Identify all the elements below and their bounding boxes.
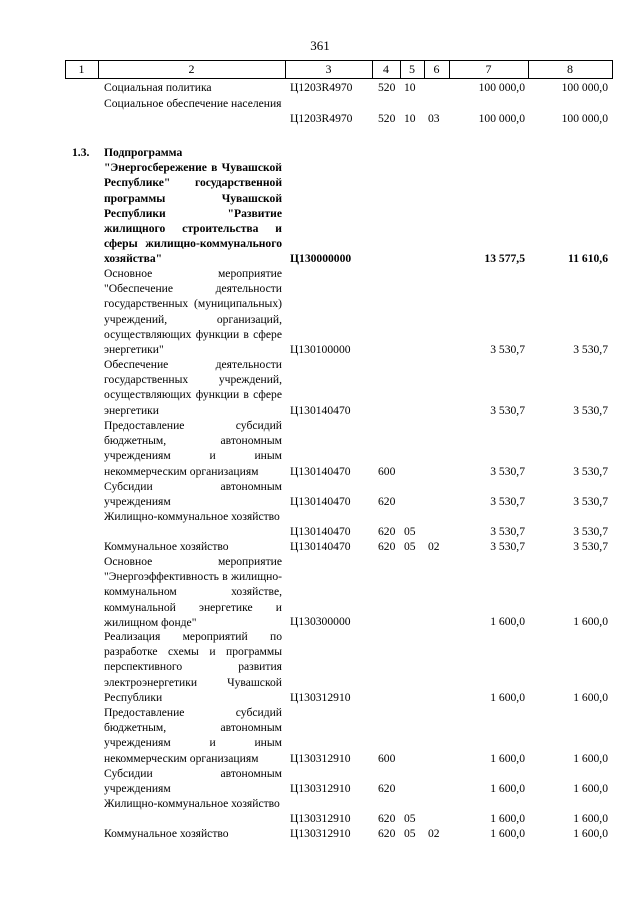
row-value-2: 1 600,0 [573, 752, 608, 765]
row-rz: 10 [404, 112, 416, 125]
row-value-2: 1 600,0 [573, 812, 608, 825]
row-name: Жилищно-коммунальное хозяйство [104, 797, 280, 810]
row-value-2: 3 530,7 [573, 404, 608, 417]
row-vr: 620 [378, 525, 396, 538]
row-value-2: 3 530,7 [573, 540, 608, 553]
row-value-2: 11 610,6 [568, 252, 608, 265]
row-code: Ц130140470 [290, 404, 351, 417]
row-vr: 620 [378, 540, 396, 553]
row-value-1: 3 530,7 [490, 495, 525, 508]
row-pr: 02 [428, 827, 440, 840]
row-value-1: 1 600,0 [490, 691, 525, 704]
row-vr: 620 [378, 782, 396, 795]
row-vr: 600 [378, 465, 396, 478]
row-code: Ц130100000 [290, 343, 351, 356]
row-name: Предоставление субсидий бюджетным, автономным учреждениям и иным некоммерческим организациям [104, 419, 282, 478]
row-value-2: 1 600,0 [573, 691, 608, 704]
row-value-2: 3 530,7 [573, 465, 608, 478]
row-pr: 03 [428, 112, 440, 125]
row-value-1: 100 000,0 [478, 112, 525, 125]
row-value-1: 3 530,7 [490, 404, 525, 417]
row-code: Ц130000000 [290, 252, 352, 265]
row-name: Реализация мероприятий по разработке схемы и программы перспективного развития электроэнергетики Чувашской Республики [104, 630, 282, 704]
row-rz: 05 [404, 812, 416, 825]
row-code: Ц130140470 [290, 495, 351, 508]
table-header-cell: 1 [78, 62, 85, 76]
table-header-bottom-border [65, 78, 613, 79]
row-name: Подпрограмма "Энергосбережение в Чувашской Республике" государственной программы Чувашской Республики "Развитие жилищного строительства и сферы жилищно-коммунального хозяйства" [104, 146, 282, 266]
row-code: Ц130312910 [290, 782, 351, 795]
row-value-1: 1 600,0 [490, 782, 525, 795]
row-value-1: 3 530,7 [490, 525, 525, 538]
row-vr: 620 [378, 495, 396, 508]
row-code: Ц130300000 [290, 615, 351, 628]
table-header-cell: 6 [433, 62, 440, 76]
row-vr: 620 [378, 812, 396, 825]
row-code: Ц130312910 [290, 812, 351, 825]
row-name: Субсидии автономным учреждениям [104, 480, 282, 509]
row-code: Ц130140470 [290, 525, 351, 538]
row-name: Обеспечение деятельности государственных учреждений, осуществляющих функции в сфере энергетики [104, 358, 282, 417]
row-number: 1.3. [72, 146, 90, 159]
row-value-1: 13 577,5 [484, 252, 525, 265]
col-border [612, 60, 613, 79]
row-vr: 520 [378, 112, 396, 125]
row-value-1: 1 600,0 [490, 752, 525, 765]
row-code: Ц1203R4970 [290, 81, 353, 94]
row-code: Ц130140470 [290, 465, 351, 478]
row-name: Коммунальное хозяйство [104, 540, 229, 553]
row-code: Ц130312910 [290, 691, 351, 704]
row-value-1: 3 530,7 [490, 540, 525, 553]
row-rz: 10 [404, 81, 416, 94]
row-name: Основное мероприятие "Обеспечение деятельности государственных (муниципальных) учреждений, организаций, осуществляющих функции в сфере энергетики" [104, 267, 282, 357]
page-number: 361 [310, 38, 330, 53]
table-header-cell: 7 [485, 62, 492, 76]
table-header-cell: 2 [188, 62, 195, 76]
row-name: Социальная политика [104, 81, 212, 94]
row-value-2: 1 600,0 [573, 615, 608, 628]
row-code: Ц130140470 [290, 540, 351, 553]
row-name: Субсидии автономным учреждениям [104, 767, 282, 796]
row-value-1: 3 530,7 [490, 465, 525, 478]
row-value-2: 3 530,7 [573, 525, 608, 538]
row-value-1: 100 000,0 [478, 81, 525, 94]
row-value-2: 3 530,7 [573, 343, 608, 356]
row-vr: 520 [378, 81, 396, 94]
row-name: Предоставление субсидий бюджетным, автономным учреждениям и иным некоммерческим организациям [104, 706, 282, 765]
row-vr: 600 [378, 752, 396, 765]
row-name: Социальное обеспечение населения [104, 97, 282, 110]
row-rz: 05 [404, 525, 416, 538]
row-pr: 02 [428, 540, 440, 553]
table-header-cell: 3 [325, 62, 332, 76]
row-value-1: 1 600,0 [490, 812, 525, 825]
row-value-1: 1 600,0 [490, 827, 525, 840]
row-value-2: 1 600,0 [573, 827, 608, 840]
row-name: Коммунальное хозяйство [104, 827, 229, 840]
row-name: Основное мероприятие "Энергоэффективность в жилищно-коммунальном хозяйстве, коммунальной энергетике и жилищном фонде" [104, 555, 282, 629]
table-header-cell: 4 [383, 62, 389, 76]
row-code: Ц1203R4970 [290, 112, 353, 125]
row-vr: 620 [378, 827, 396, 840]
row-value-1: 1 600,0 [490, 615, 525, 628]
row-code: Ц130312910 [290, 752, 351, 765]
row-code: Ц130312910 [290, 827, 351, 840]
row-rz: 05 [404, 540, 416, 553]
row-value-2: 3 530,7 [573, 495, 608, 508]
table-header-cell: 5 [409, 62, 415, 76]
row-value-1: 3 530,7 [490, 343, 525, 356]
table-header-cell: 8 [567, 62, 573, 76]
row-value-2: 100 000,0 [561, 81, 608, 94]
row-rz: 05 [404, 827, 416, 840]
row-name: Жилищно-коммунальное хозяйство [104, 510, 280, 523]
row-value-2: 100 000,0 [561, 112, 608, 125]
row-value-2: 1 600,0 [573, 782, 608, 795]
